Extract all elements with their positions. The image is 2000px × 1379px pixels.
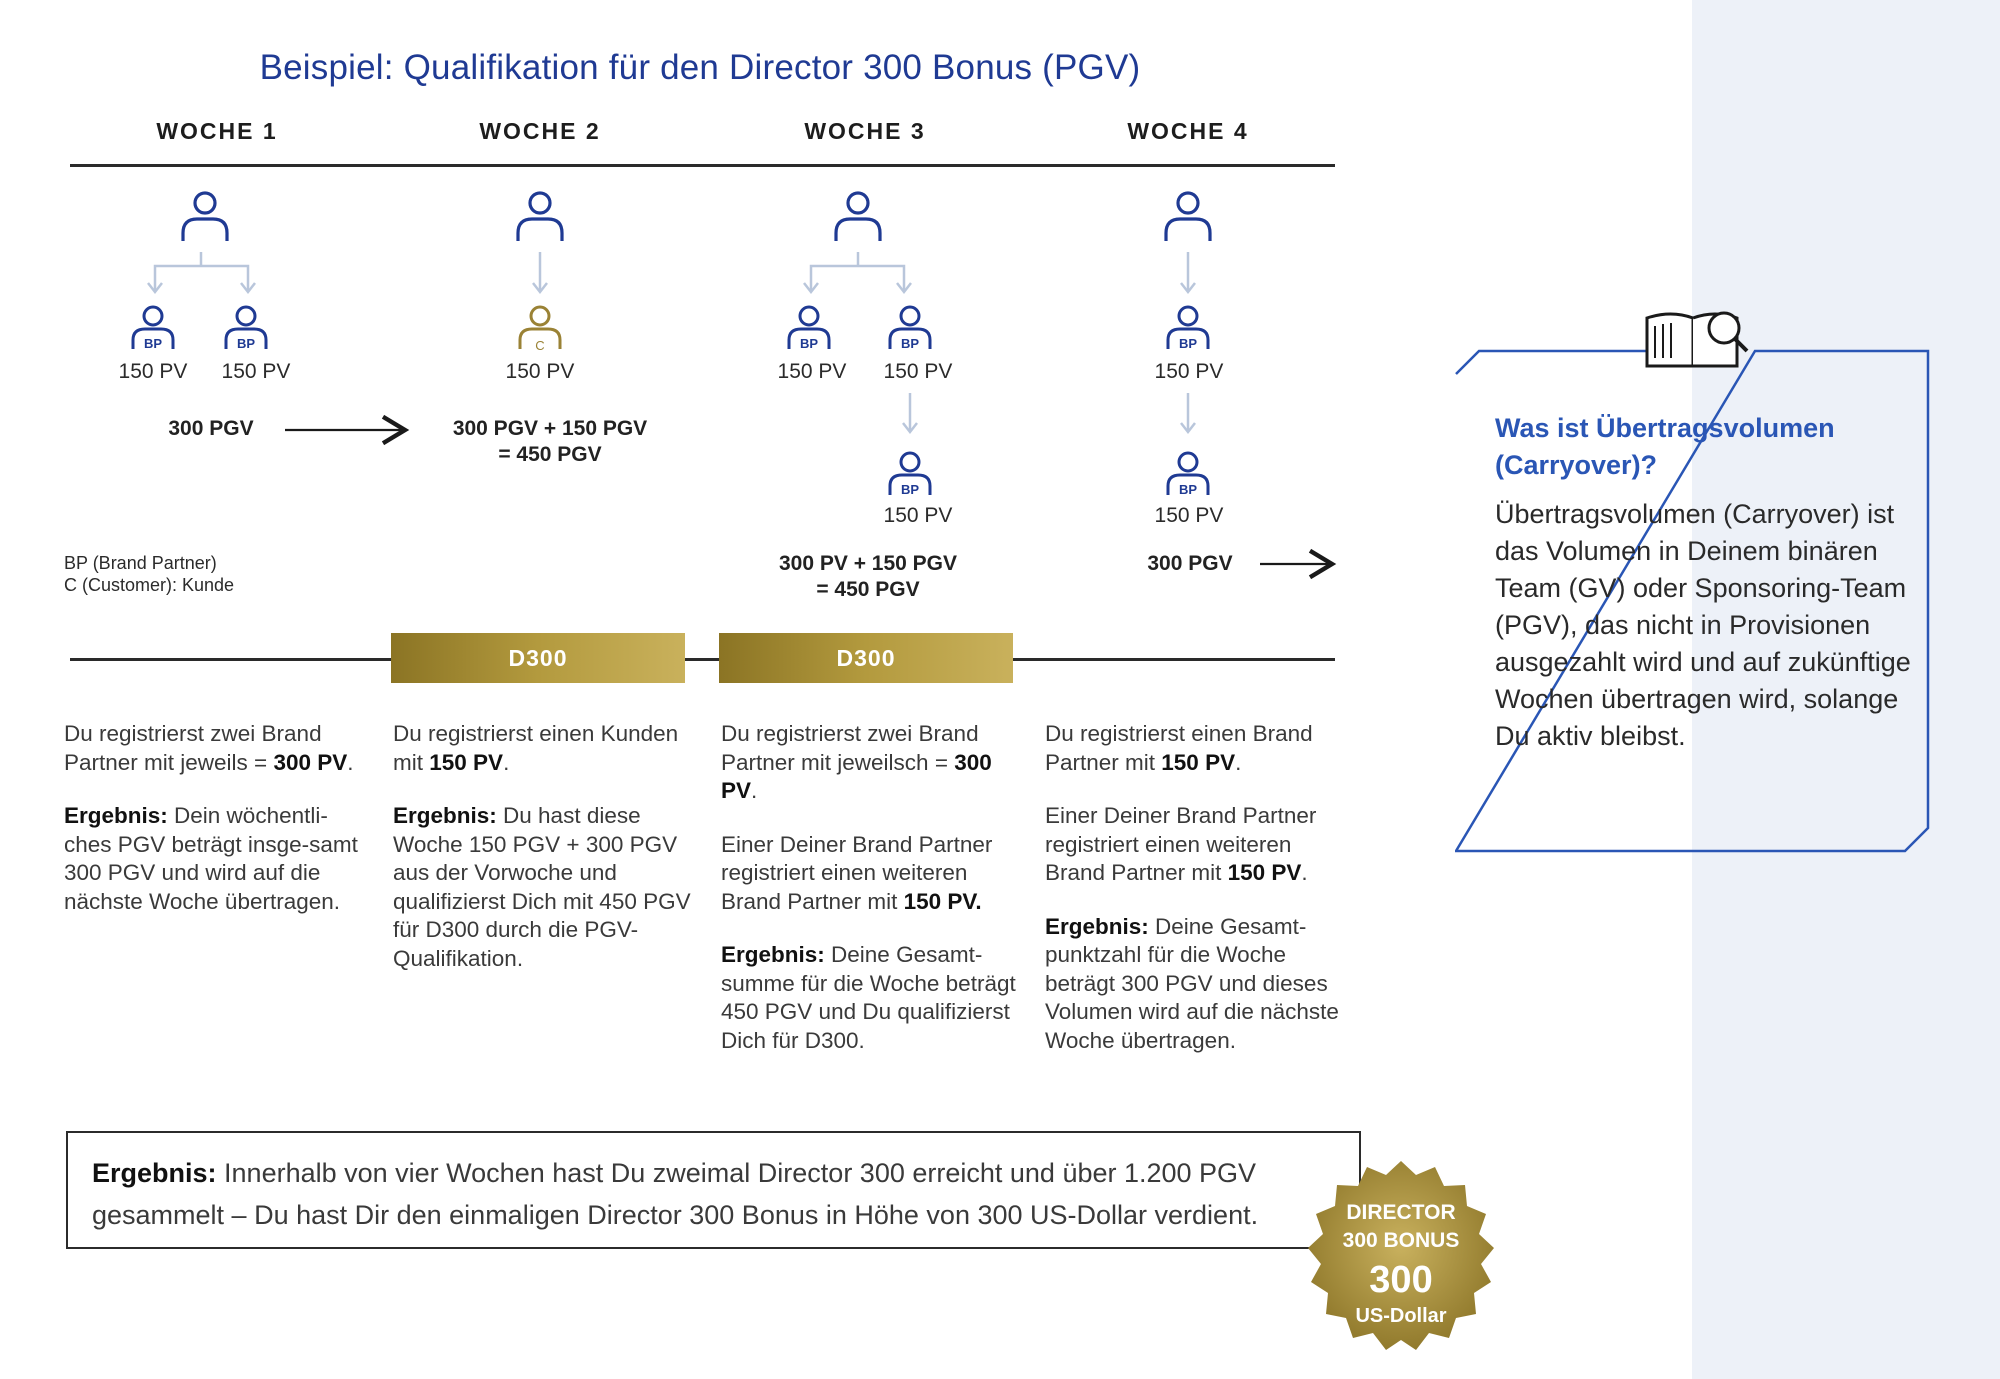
callout-title: Was ist Übertragsvolumen (Carryover)? [1495, 413, 1835, 480]
week-2-header: WOCHE 2 [479, 118, 601, 144]
sponsor-person-icon [1166, 193, 1210, 241]
seal-line-2: 300 BONUS [1342, 1229, 1460, 1252]
bp-badge: BP [236, 336, 256, 351]
bp-badge: BP [1178, 336, 1198, 351]
sponsor-person-icon [836, 193, 880, 241]
customer-badge: C [535, 338, 545, 353]
seal-amount: 300 [1369, 1259, 1433, 1301]
week-1-header: WOCHE 1 [156, 118, 278, 144]
week-4-header: WOCHE 4 [1127, 118, 1249, 144]
pv-label: 150 PV [883, 504, 953, 527]
week-3-sum-line-1: 300 PV + 150 PGV [778, 552, 958, 575]
week-4-description: Du registrierst einen Brand Partner mit 150 PV. Einer Deiner Brand Partner registriert einen weiteren Brand Partner mit 150 PV. Ergebnis: Deine Gesamt-punktzahl für die Woche beträgt 300 PGV und dieses Volumen wird auf die nächste Woche übertragen. [1045, 721, 1339, 1053]
bp-badge: BP [900, 336, 920, 351]
week-2-description: Du registrierst einen Kunden mit 150 PV. Ergebnis: Du hast diese Woche 150 PGV + 300 PGV aus der Vorwoche und qualifizierst Dich mit 450 PGV für D300 durch die PGV-Qualifikation. [393, 721, 691, 971]
seal-currency: US-Dollar [1355, 1305, 1447, 1327]
d300-bar-week-3: D300 [719, 633, 1013, 683]
week-2-sum-line-2: = 450 PGV [498, 443, 602, 466]
bp-badge: BP [900, 482, 920, 497]
bp-badge: BP [143, 336, 163, 351]
week-4-sum: 300 PGV [1147, 552, 1233, 575]
week-2-sum-line-1: 300 PGV + 150 PGV [452, 417, 648, 440]
week-1-description: Du registrierst zwei Brand Partner mit jeweils = 300 PV. Ergebnis: Dein wöchentli-ches PGV beträgt insge-samt 300 PGV und wird auf die nächste Woche übertragen. [64, 721, 358, 914]
page-title: Beispiel: Qualifikation für den Director 300 Bonus (PGV) [259, 48, 1141, 87]
week-3-sum-line-2: = 450 PGV [816, 578, 920, 601]
callout-body: Übertragsvolumen (Carryover) ist das Volumen in Deinem binären Team (GV) oder Sponsoring-Team (PGV), das nicht in Provisionen ausgezahlt wird und auf zukünftige Wochen übertragen wird, solange Du aktiv bleibst. [1495, 499, 1911, 751]
legend-line-c: C (Customer): Kunde [64, 575, 235, 595]
week-2-sum [420, 416, 680, 468]
sponsor-person-icon [183, 193, 227, 241]
legend-line-bp: BP (Brand Partner) [64, 553, 217, 573]
bp-badge: BP [1178, 482, 1198, 497]
week-1-sum: 300 PGV [168, 417, 254, 440]
pv-label: 150 PV [221, 360, 291, 383]
pv-label: 150 PV [505, 360, 575, 383]
seal-title [1301, 1199, 1501, 1255]
week-3-sum [738, 551, 998, 603]
pv-label: 150 PV [1154, 360, 1224, 383]
week-3-description: Du registrierst zwei Brand Partner mit jeweilsch = 300 PV. Einer Deiner Brand Partner registriert einen weiteren Brand Partner mit 150 PV. Ergebnis: Deine Gesamt-summe für die Woche beträgt 450 PGV und Du qualifizierst Dich für D300. [721, 721, 1016, 1053]
week-3-header: WOCHE 3 [804, 118, 926, 144]
timeline-line [70, 658, 1335, 661]
book-search-icon [1641, 306, 1753, 372]
seal-line-1: DIRECTOR [1346, 1201, 1456, 1224]
result-text: Ergebnis: Innerhalb von vier Wochen hast Du zweimal Director 300 erreicht und über 1.200 PGV gesammelt – Du hast Dir den einmaligen Director 300 Bonus in Höhe von 300 US-Dollar verdient. [92, 1158, 1259, 1230]
pv-label: 150 PV [777, 360, 847, 383]
pv-label: 150 PV [883, 360, 953, 383]
branch-connector [155, 266, 248, 290]
sponsor-person-icon [518, 193, 562, 241]
network-diagram [0, 0, 1400, 640]
d300-bar-week-2: D300 [391, 633, 685, 683]
branch-connector [811, 266, 904, 290]
legend [64, 552, 234, 596]
pv-label: 150 PV [118, 360, 188, 383]
bp-badge: BP [799, 336, 819, 351]
pv-label: 150 PV [1154, 504, 1224, 527]
